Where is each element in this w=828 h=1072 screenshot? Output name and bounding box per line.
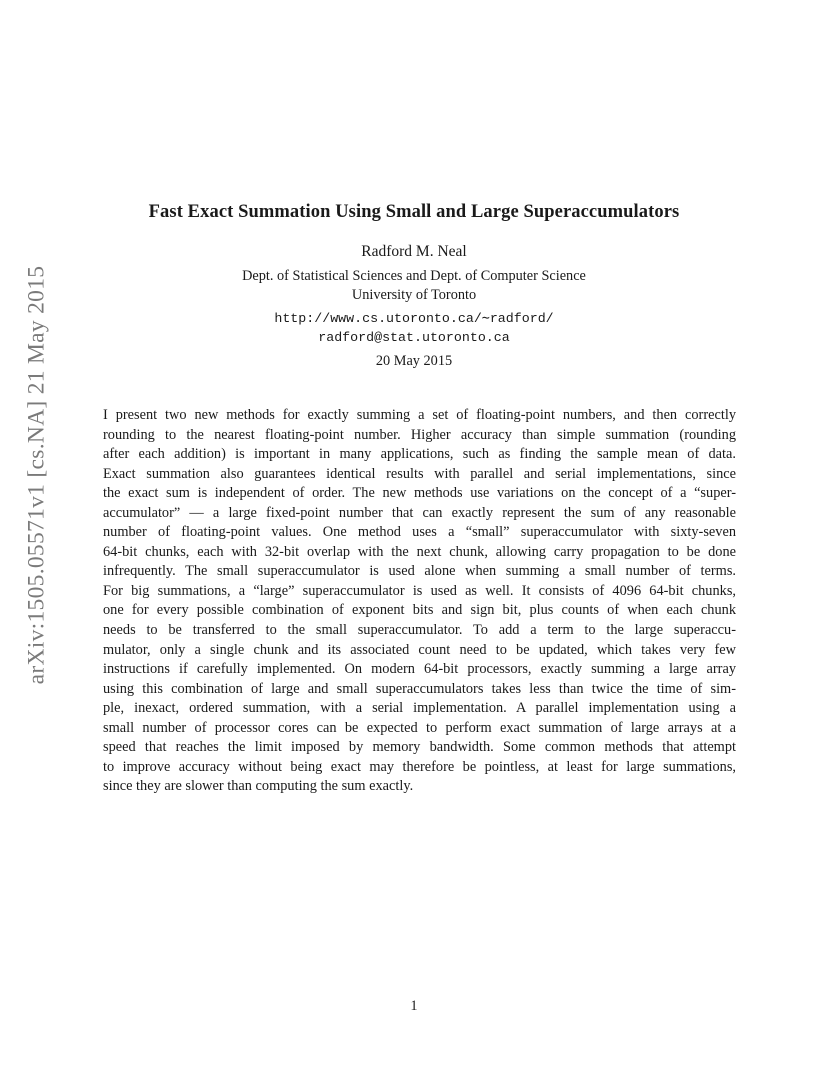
- abstract-line: to improve accuracy without being exact may therefore be pointless, at least for large summations,: [103, 758, 736, 775]
- paper-date: 20 May 2015: [375, 353, 453, 369]
- abstract-line: ple, inexact, ordered summation, with a serial implementation. A parallel implementation using a: [103, 700, 736, 717]
- abstract-line: Exact summation also guarantees identical results with parallel and serial implementations, since: [103, 465, 736, 482]
- abstract-line: the exact sum is independent of order. The new methods use variations on the concept of a “super-: [103, 485, 736, 502]
- abstract-line: speed that reaches the limit imposed by memory bandwidth. Some common methods that attempt: [103, 739, 736, 756]
- page-number: 1: [410, 998, 418, 1014]
- paper-title: Fast Exact Summation Using Small and Large Superaccumulators: [148, 202, 680, 222]
- abstract-line: using this combination of large and small superaccumulators takes less than twice the time of sim-: [103, 680, 736, 697]
- author-email-link[interactable]: radford@stat.utoronto.ca: [318, 330, 510, 345]
- abstract-line: instructions if carefully implemented. On modern 64-bit processors, exactly summing a large array: [103, 661, 736, 678]
- abstract-line: small number of processor cores can be expected to perform exact summation of large arrays at a: [103, 719, 736, 736]
- abstract-line: since they are slower than computing the sum exactly.: [103, 778, 414, 795]
- affiliation-university: University of Toronto: [351, 287, 477, 303]
- author-homepage-link[interactable]: http://www.cs.utoronto.ca/∼radford/: [274, 311, 554, 326]
- abstract-line: I present two new methods for exactly summing a set of floating-point numbers, and then correctly: [103, 407, 736, 423]
- abstract-line: accumulator” — a large fixed-point number that can exactly represent the sum of any reasonable: [103, 504, 736, 521]
- author-name: Radford M. Neal: [361, 243, 467, 260]
- abstract-line: 64-bit chunks, each with 32-bit overlap with the next chunk, allowing carry propagation to be done: [103, 543, 736, 560]
- abstract-line: number of floating-point values. One method uses a “small” superaccumulator with sixty-seven: [103, 524, 736, 541]
- abstract-line: mulator, only a single chunk and its associated count need to be updated, which takes very few: [103, 641, 736, 658]
- abstract: [103, 406, 736, 797]
- arxiv-stamp: arXiv:1505.05571v1 [cs.NA] 21 May 2015: [23, 265, 50, 685]
- abstract-line: after each addition) is important in many applications, such as finding the sample mean of data.: [103, 446, 736, 463]
- abstract-line: For big summations, a “large” superaccumulator is used as well. It consists of 4096 64-bit chunks,: [103, 582, 736, 599]
- abstract-line: infrequently. The small superaccumulator is used alone when summing a small number of terms.: [103, 563, 736, 580]
- abstract-line: rounding to the nearest floating-point number. Higher accuracy than simple summation (rounding: [103, 426, 736, 443]
- abstract-line: needs to be transferred to the small superaccumulator. To add a term to the large superaccu-: [103, 622, 736, 639]
- abstract-line: one for every possible combination of exponent bits and sign bit, plus counts of when each chunk: [103, 602, 736, 619]
- affiliation-department: Dept. of Statistical Sciences and Dept. of Computer Science: [242, 268, 586, 284]
